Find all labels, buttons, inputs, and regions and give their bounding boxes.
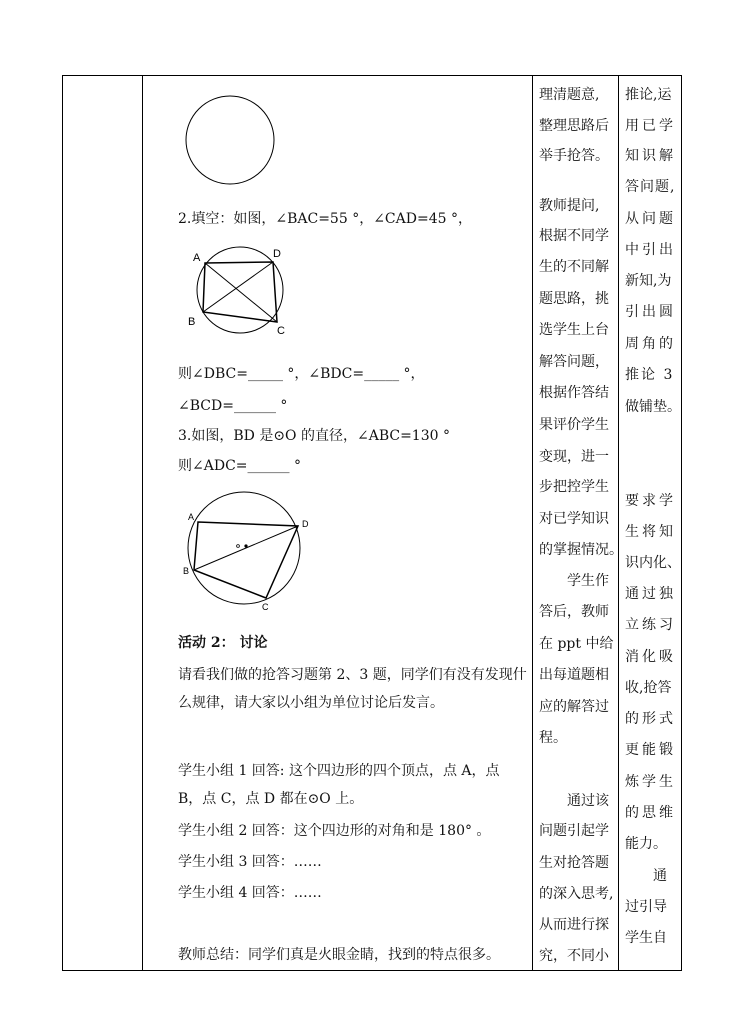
notes-line: 程。 xyxy=(539,730,567,746)
notes-line: 果评价学生 xyxy=(539,417,609,433)
intent-line: 推论,运 xyxy=(625,87,672,103)
intent-line: 学生自 xyxy=(625,930,667,946)
q2-label-d: D xyxy=(273,248,281,260)
group-1-answer-line-1: 学生小组 1 回答: 这个四边形的四个顶点，点 A，点 xyxy=(178,763,500,779)
column-divider-3 xyxy=(618,75,619,971)
notes-line: 的深入思考, xyxy=(539,886,614,902)
q3-label-d: D xyxy=(302,519,309,529)
notes-line: 对已学知识 xyxy=(539,511,609,527)
circle-figure-1 xyxy=(180,92,280,190)
intent-line: 能力。 xyxy=(625,836,667,852)
notes-line: 学生作 xyxy=(567,573,609,589)
group-1-answer-line-2: B，点 C，点 D 都在⊙O 上。 xyxy=(178,791,364,807)
q3-figure xyxy=(180,490,320,615)
notes-line: 答后，教师 xyxy=(539,604,609,620)
intent-line: 的思维 xyxy=(625,805,676,821)
table-top-border xyxy=(62,75,682,76)
intent-line: 中引出 xyxy=(625,242,676,258)
activity-intro-line-1: 请看我们做的抢答习题第 2、3 题，同学们有没有发现什 xyxy=(178,667,527,683)
group-4-answer: 学生小组 4 回答：…… xyxy=(178,885,322,901)
intent-line: 答问题, xyxy=(625,179,676,195)
notes-line: 生的不同解 xyxy=(539,259,609,275)
notes-line: 题思路，挑 xyxy=(539,291,609,307)
activity-2-title: 活动 2： 讨论 xyxy=(178,635,268,651)
question-3-prompt: 3.如图，BD 是⊙O 的直径，∠ABC=130 ° xyxy=(178,428,450,444)
notes-line: 教师提问, xyxy=(539,198,600,214)
notes-line: 变现，进一 xyxy=(539,449,609,465)
notes-line: 从而进行探 xyxy=(539,917,609,933)
notes-line: 理清题意, xyxy=(539,87,600,103)
notes-line: 应的解答过 xyxy=(539,699,609,715)
intent-line: 炼学生 xyxy=(625,774,676,790)
intent-line: 更能锻 xyxy=(625,742,676,758)
notes-line: 选学生上台 xyxy=(539,322,609,338)
notes-line: 整理思路后 xyxy=(539,118,609,134)
notes-line: 根据不同学 xyxy=(539,228,609,244)
notes-line: 根据作答结 xyxy=(539,385,609,401)
activity-intro-line-2: 么规律，请大家以小组为单位讨论后发言。 xyxy=(178,695,444,711)
q3-label-a: A xyxy=(188,512,195,522)
q2-label-c: C xyxy=(277,325,285,337)
group-3-answer: 学生小组 3 回答：…… xyxy=(178,854,322,870)
q2-figure xyxy=(185,245,300,340)
notes-line: 解答问题， xyxy=(539,354,609,370)
group-2-answer: 学生小组 2 回答：这个四边形的对角和是 180° 。 xyxy=(178,823,491,839)
intent-line: 立练习 xyxy=(625,617,676,633)
column-divider-2 xyxy=(532,75,533,971)
intent-line: 消化吸 xyxy=(625,649,676,665)
question-2-answer-line-1: 则∠DBC=_____ °，∠BDC=_____ °， xyxy=(178,366,425,382)
notes-line: 出每道题相 xyxy=(539,667,609,683)
intent-line: 要求学 xyxy=(625,493,676,509)
notes-line: 究，不同小 xyxy=(539,948,609,964)
question-3-answer: 则∠ADC=______ ° xyxy=(178,458,301,474)
notes-line: 通过该 xyxy=(567,793,609,809)
intent-line: 的形式 xyxy=(625,711,676,727)
intent-line: 周角的 xyxy=(625,336,676,352)
question-2-answer-line-2: ∠BCD=______ ° xyxy=(178,398,288,414)
intent-line: 生将知 xyxy=(625,524,676,540)
q2-label-b: B xyxy=(188,316,196,328)
intent-line: 收,抢答 xyxy=(625,680,672,696)
intent-line: 通 xyxy=(653,868,667,884)
q3-label-c: C xyxy=(262,602,269,612)
intent-line: 用已学 xyxy=(625,118,676,134)
intent-line: 做铺垫。 xyxy=(625,399,681,415)
intent-line: 从问题 xyxy=(625,211,676,227)
q2-label-a: A xyxy=(193,252,201,264)
teacher-summary: 教师总结：同学们真是火眼金睛，找到的特点很多。 xyxy=(178,947,500,963)
q3-label-b: B xyxy=(183,566,190,576)
intent-line: 过引导 xyxy=(625,899,667,915)
column-divider-1 xyxy=(142,75,143,971)
intent-line: 引出圆 xyxy=(625,304,676,320)
table-bottom-border xyxy=(62,970,682,971)
table-right-border xyxy=(681,75,682,971)
notes-line: 步把控学生 xyxy=(539,479,609,495)
intent-line: 通过独 xyxy=(625,586,676,602)
intent-line: 新知,为 xyxy=(625,273,672,289)
question-2-prompt: 2.填空：如图，∠BAC=55 °，∠CAD=45 °， xyxy=(178,211,472,227)
intent-line: 识内化、 xyxy=(625,555,681,571)
intent-line: 知识解 xyxy=(625,148,676,164)
intent-line: 推论 3 xyxy=(625,367,675,383)
table-left-border xyxy=(62,75,63,971)
notes-line: 的掌握情况。 xyxy=(539,542,623,558)
notes-line: 生对抢答题 xyxy=(539,855,609,871)
notes-line: 问题引起学 xyxy=(539,823,609,839)
notes-line: 举手抢答。 xyxy=(539,148,609,164)
notes-line: 在 ppt 中给 xyxy=(539,636,614,652)
